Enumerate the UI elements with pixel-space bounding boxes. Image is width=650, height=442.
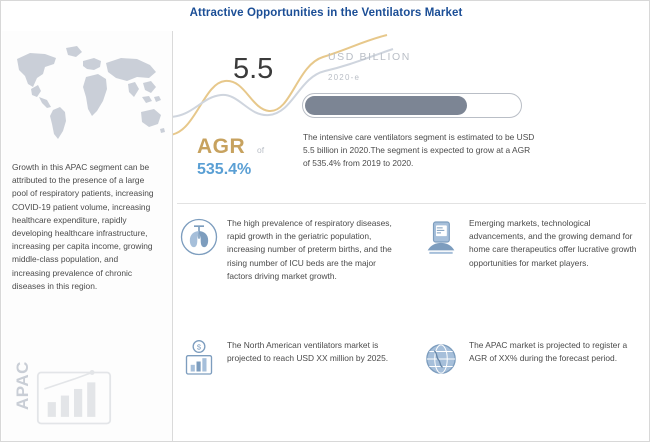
hand-holding-device-icon bbox=[421, 217, 461, 257]
stat-value: 5.5 bbox=[233, 53, 274, 85]
stat-year: 2020-e bbox=[328, 73, 361, 82]
world-map-icon bbox=[8, 41, 168, 146]
left-panel bbox=[2, 31, 173, 442]
agr-label: AGR bbox=[197, 135, 246, 158]
insight-card-emerging-markets bbox=[421, 217, 647, 270]
progress-capsule-fill bbox=[305, 96, 467, 115]
progress-capsule bbox=[302, 93, 522, 118]
insight-card-text: The North American ventilators market is projected to reach USD XX million by 2025. bbox=[227, 340, 389, 364]
insight-card-text: The high prevalence of respiratory diseases, rapid growth in the geriatric population, increasing number of preterm births, and the rising number of ICU beds are the major factors driving market growth. bbox=[227, 218, 392, 281]
divider bbox=[177, 203, 646, 204]
right-panel bbox=[173, 31, 650, 442]
page-title: Attractive Opportunities in the Ventilators Market bbox=[189, 7, 463, 19]
insight-card-apac bbox=[421, 339, 647, 379]
stat-unit: USD BILLION bbox=[328, 51, 411, 63]
insight-card-text: The APAC market is projected to register a AGR of XX% during the forecast period. bbox=[469, 340, 628, 364]
bar-chart-icon bbox=[32, 361, 116, 435]
bar-chart-dollar-icon bbox=[179, 339, 219, 379]
insight-card-north-america bbox=[179, 339, 405, 379]
region-label: APAC bbox=[13, 361, 32, 410]
insight-card-respiratory bbox=[179, 217, 405, 283]
agr-value: 535.4% bbox=[197, 161, 252, 178]
insight-card-text: Emerging markets, technological advancements, and the growing demand for home care therapeutics offer lucrative growth opportunities for market players. bbox=[469, 218, 637, 268]
agr-of-label: of bbox=[257, 145, 265, 155]
globe-icon bbox=[421, 339, 461, 379]
left-panel-body: Growth in this APAC segment can be attributed to the presence of a large pool of respiratory patients, increasing COVID-19 patient volume, increasing healthcare expenditure, rapidly developing healthcare infrastructure, increasing per capita income, growing middle-class population, and increasing prevalence of chronic diseases in this region. bbox=[12, 162, 154, 291]
svg-text:$: $ bbox=[196, 342, 202, 352]
lead-paragraph: The intensive care ventilators segment is estimated to be USD 5.5 billion in 2020.The segment is expected to grow at a AGR of 535.4% from 2019 to 2020. bbox=[303, 132, 535, 169]
lungs-respiratory-icon bbox=[179, 217, 219, 257]
